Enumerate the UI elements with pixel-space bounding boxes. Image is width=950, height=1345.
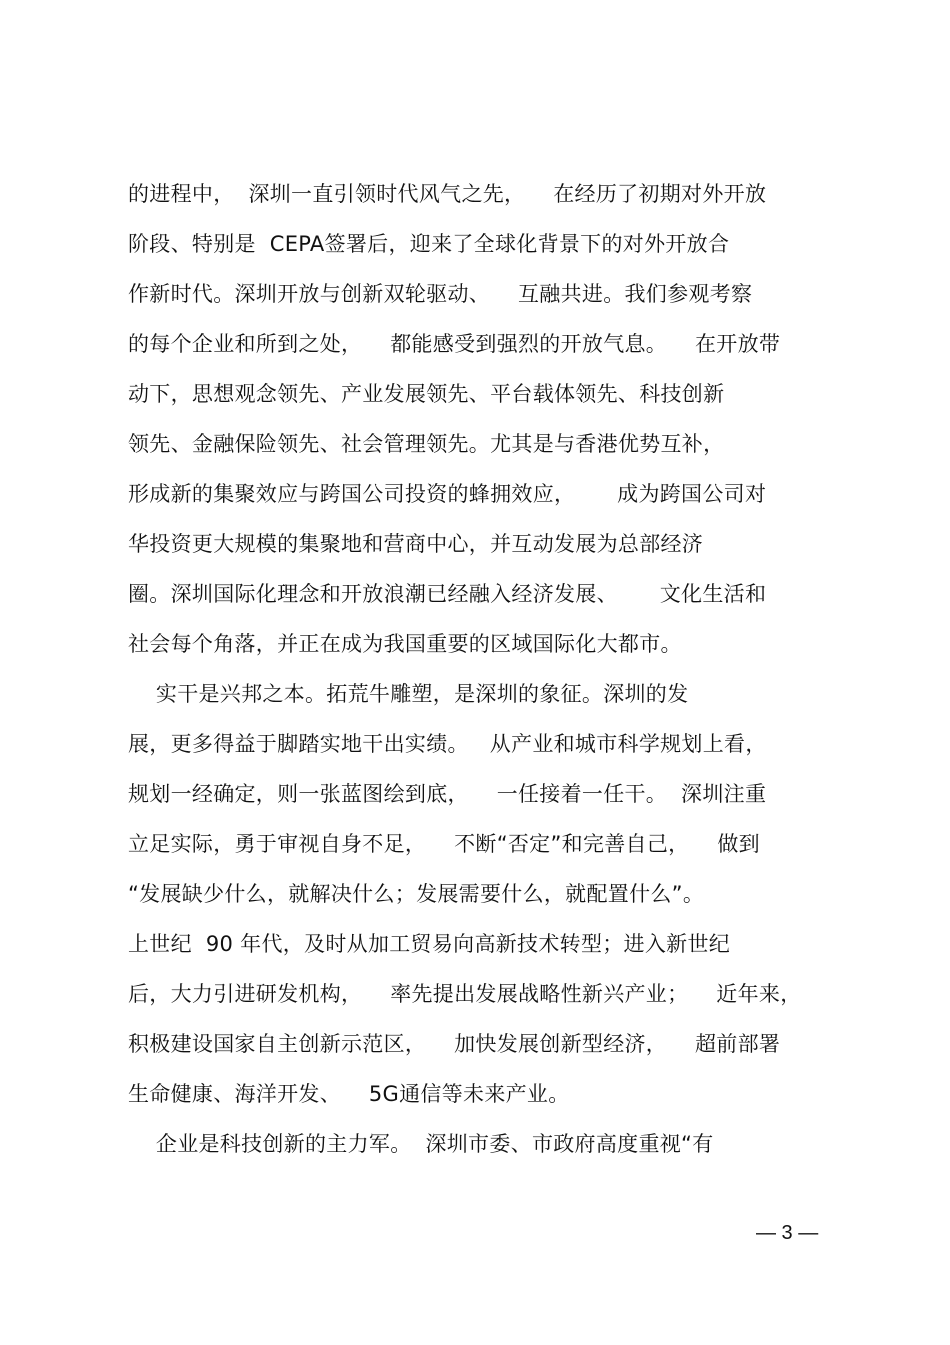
text-line: 展，更多得益于脚踏实地干出实绩。 从产业和城市科学规划上看， bbox=[128, 732, 767, 756]
text-line: 领先、金融保险领先、社会管理领先。尤其是与香港优势互补， bbox=[128, 432, 725, 456]
text-line: 华投资更大规模的集聚地和营商中心，并互动发展为总部经济 bbox=[128, 532, 704, 556]
text-line: “发展缺少什么，就解决什么；发展需要什么，就配置什么”。 bbox=[128, 882, 705, 906]
text-line: 的进程中， 深圳一直引领时代风气之先， 在经历了初期对外开放 bbox=[128, 182, 767, 206]
text-line: 作新时代。深圳开放与创新双轮驱动、 互融共进。我们参观考察 bbox=[128, 282, 753, 306]
text-line: 形成新的集聚效应与跨国公司投资的蜂拥效应， 成为跨国公司对 bbox=[128, 482, 767, 506]
text-line: 社会每个角落，并正在成为我国重要的区域国际化大都市。 bbox=[128, 632, 682, 656]
text-line: 上世纪 90 年代，及时从加工贸易向高新技术转型；进入新世纪 bbox=[128, 932, 731, 956]
text-line: 圈。深圳国际化理念和开放浪潮已经融入经济发展、 文化生活和 bbox=[128, 582, 767, 606]
text-line: 阶段、特别是 CEPA签署后，迎来了全球化背景下的对外开放合 bbox=[128, 232, 730, 256]
text-line: 积极建设国家自主创新示范区， 加快发展创新型经济， 超前部署 bbox=[128, 1032, 781, 1056]
text-line: 规划一经确定，则一张蓝图绘到底， 一任接着一任干。 深圳注重 bbox=[128, 782, 767, 806]
text-line: 生命健康、海洋开发、 5G通信等未来产业。 bbox=[128, 1082, 570, 1106]
text-line: 实干是兴邦之本。拓荒牛雕塑，是深圳的象征。深圳的发 bbox=[128, 682, 689, 706]
text-line: 动下，思想观念领先、产业发展领先、平台载体领先、科技创新 bbox=[128, 382, 725, 406]
text-line: 立足实际，勇于审视自身不足， 不断“否定”和完善自己， 做到 bbox=[128, 832, 760, 856]
text-line: 企业是科技创新的主力军。 深圳市委、市政府高度重视“有 bbox=[128, 1132, 714, 1156]
text-line: 后，大力引进研发机构， 率先提出发展战略性新兴产业； 近年来， bbox=[128, 982, 802, 1006]
text-line: 的每个企业和所到之处， 都能感受到强烈的开放气息。 在开放带 bbox=[128, 332, 781, 356]
page-number: — 3 — bbox=[756, 1222, 819, 1244]
